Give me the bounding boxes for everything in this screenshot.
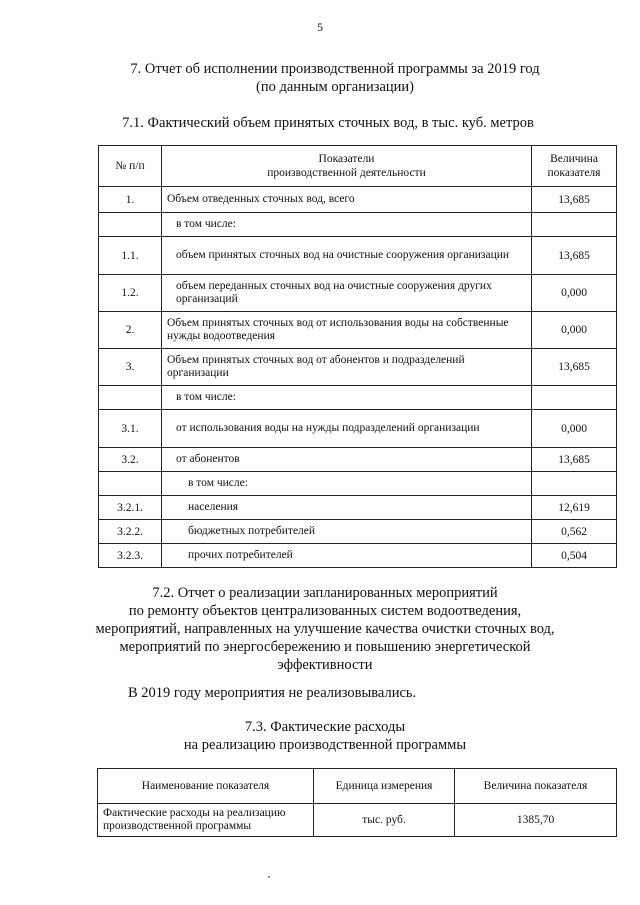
row-name: Объем принятых сточных вод от абонентов и подразделений организации	[162, 349, 532, 386]
row-unit: тыс. руб.	[314, 804, 455, 837]
header-num: № п/п	[99, 146, 162, 187]
section-7-2-line2: по ремонту объектов централизованных систем водоотведения,	[128, 603, 522, 619]
row-num	[99, 386, 162, 410]
row-num: 3.	[99, 349, 162, 386]
row-value: 0,000	[532, 312, 617, 349]
row-name: Объем отведенных сточных вод, всего	[162, 187, 532, 213]
scan-artifact-dot	[268, 876, 270, 878]
row-num: 3.2.1.	[99, 496, 162, 520]
row-name: бюджетных потребителей	[162, 520, 532, 544]
header-indicator	[162, 146, 532, 187]
section-7-3-line1: 7.3. Фактические расходы	[244, 719, 406, 735]
row-value: 0,000	[532, 410, 617, 448]
table-row	[99, 520, 617, 544]
row-value: 0,562	[532, 520, 617, 544]
row-num: 3.2.3.	[99, 544, 162, 568]
row-num: 3.2.2.	[99, 520, 162, 544]
row-name: в том числе:	[162, 386, 532, 410]
header-value	[532, 146, 617, 187]
row-num: 2.	[99, 312, 162, 349]
section-7-2-line3: мероприятий, направленных на улучшение качества очистки сточных вод,	[95, 621, 555, 637]
table-row	[99, 496, 617, 520]
row-value: 13,685	[532, 448, 617, 472]
header-unit: Единица измерения	[314, 769, 455, 804]
row-value: 12,619	[532, 496, 617, 520]
row-value	[532, 386, 617, 410]
section-7-2-note: В 2019 году мероприятия не реализовывались.	[128, 685, 417, 701]
section-7-title-line1: 7. Отчет об исполнении производственной программы за 2019 год	[130, 61, 540, 77]
section-7-2-line1: 7.2. Отчет о реализации запланированных мероприятий	[152, 585, 498, 601]
table-row	[99, 544, 617, 568]
row-name: в том числе:	[162, 213, 532, 237]
table-header-row	[99, 146, 617, 187]
row-name: прочих потребителей	[162, 544, 532, 568]
section-7-3-line2: на реализацию производственной программы	[183, 737, 467, 753]
row-value: 0,504	[532, 544, 617, 568]
row-value	[532, 213, 617, 237]
section-7-1-title: 7.1. Фактический объем принятых сточных вод, в тыс. куб. метров	[122, 115, 534, 131]
table-row	[99, 349, 617, 386]
row-num: 3.2.	[99, 448, 162, 472]
row-num	[99, 213, 162, 237]
section-7-title	[15, 60, 640, 96]
header-indicator-line2: производственной деятельности	[267, 167, 426, 179]
header-value-line1: Величина	[550, 153, 598, 165]
header-indicator-line1: Показатели	[318, 153, 375, 165]
row-num	[99, 472, 162, 496]
row-num: 1.2.	[99, 275, 162, 312]
wastewater-volume-table	[98, 145, 617, 568]
header-value-line2: показателя	[547, 167, 601, 179]
header-value: Величина показателя	[455, 769, 617, 804]
table-row	[99, 237, 617, 275]
section-7-2-line5: эффективности	[277, 657, 373, 673]
table-row	[99, 386, 617, 410]
table-row	[99, 275, 617, 312]
table-row	[99, 448, 617, 472]
row-num: 1.1.	[99, 237, 162, 275]
row-value: 13,685	[532, 187, 617, 213]
section-7-2-title	[5, 584, 640, 674]
row-name: объем переданных сточных вод на очистные сооружения других организаций	[162, 275, 532, 312]
row-value: 0,000	[532, 275, 617, 312]
table-header-row	[98, 769, 617, 804]
row-name: населения	[162, 496, 532, 520]
row-value: 13,685	[532, 349, 617, 386]
table-row	[98, 804, 617, 837]
section-7-title-line2: (по данным организации)	[255, 79, 414, 95]
table-row	[99, 472, 617, 496]
expenses-table	[97, 768, 617, 837]
row-value: 13,685	[532, 237, 617, 275]
row-name: от использования воды на нужды подразделений организации	[162, 410, 532, 448]
row-name: Объем принятых сточных вод от использования воды на собственные нужды водоотведения	[162, 312, 532, 349]
row-num: 1.	[99, 187, 162, 213]
row-value	[532, 472, 617, 496]
row-name: Фактические расходы на реализацию производственной программы	[98, 804, 314, 837]
table-row	[99, 187, 617, 213]
table-row	[99, 312, 617, 349]
row-name: от абонентов	[162, 448, 532, 472]
row-value: 1385,70	[455, 804, 617, 837]
table-row	[99, 410, 617, 448]
page-number: 5	[317, 20, 323, 34]
row-name: в том числе:	[162, 472, 532, 496]
header-name: Наименование показателя	[98, 769, 314, 804]
section-7-2-line4: мероприятий по энергосбережению и повышению энергетической	[119, 639, 531, 655]
section-7-3-title	[5, 718, 640, 754]
table-row	[99, 213, 617, 237]
row-num: 3.1.	[99, 410, 162, 448]
row-name: объем принятых сточных вод на очистные сооружения организации	[162, 237, 532, 275]
